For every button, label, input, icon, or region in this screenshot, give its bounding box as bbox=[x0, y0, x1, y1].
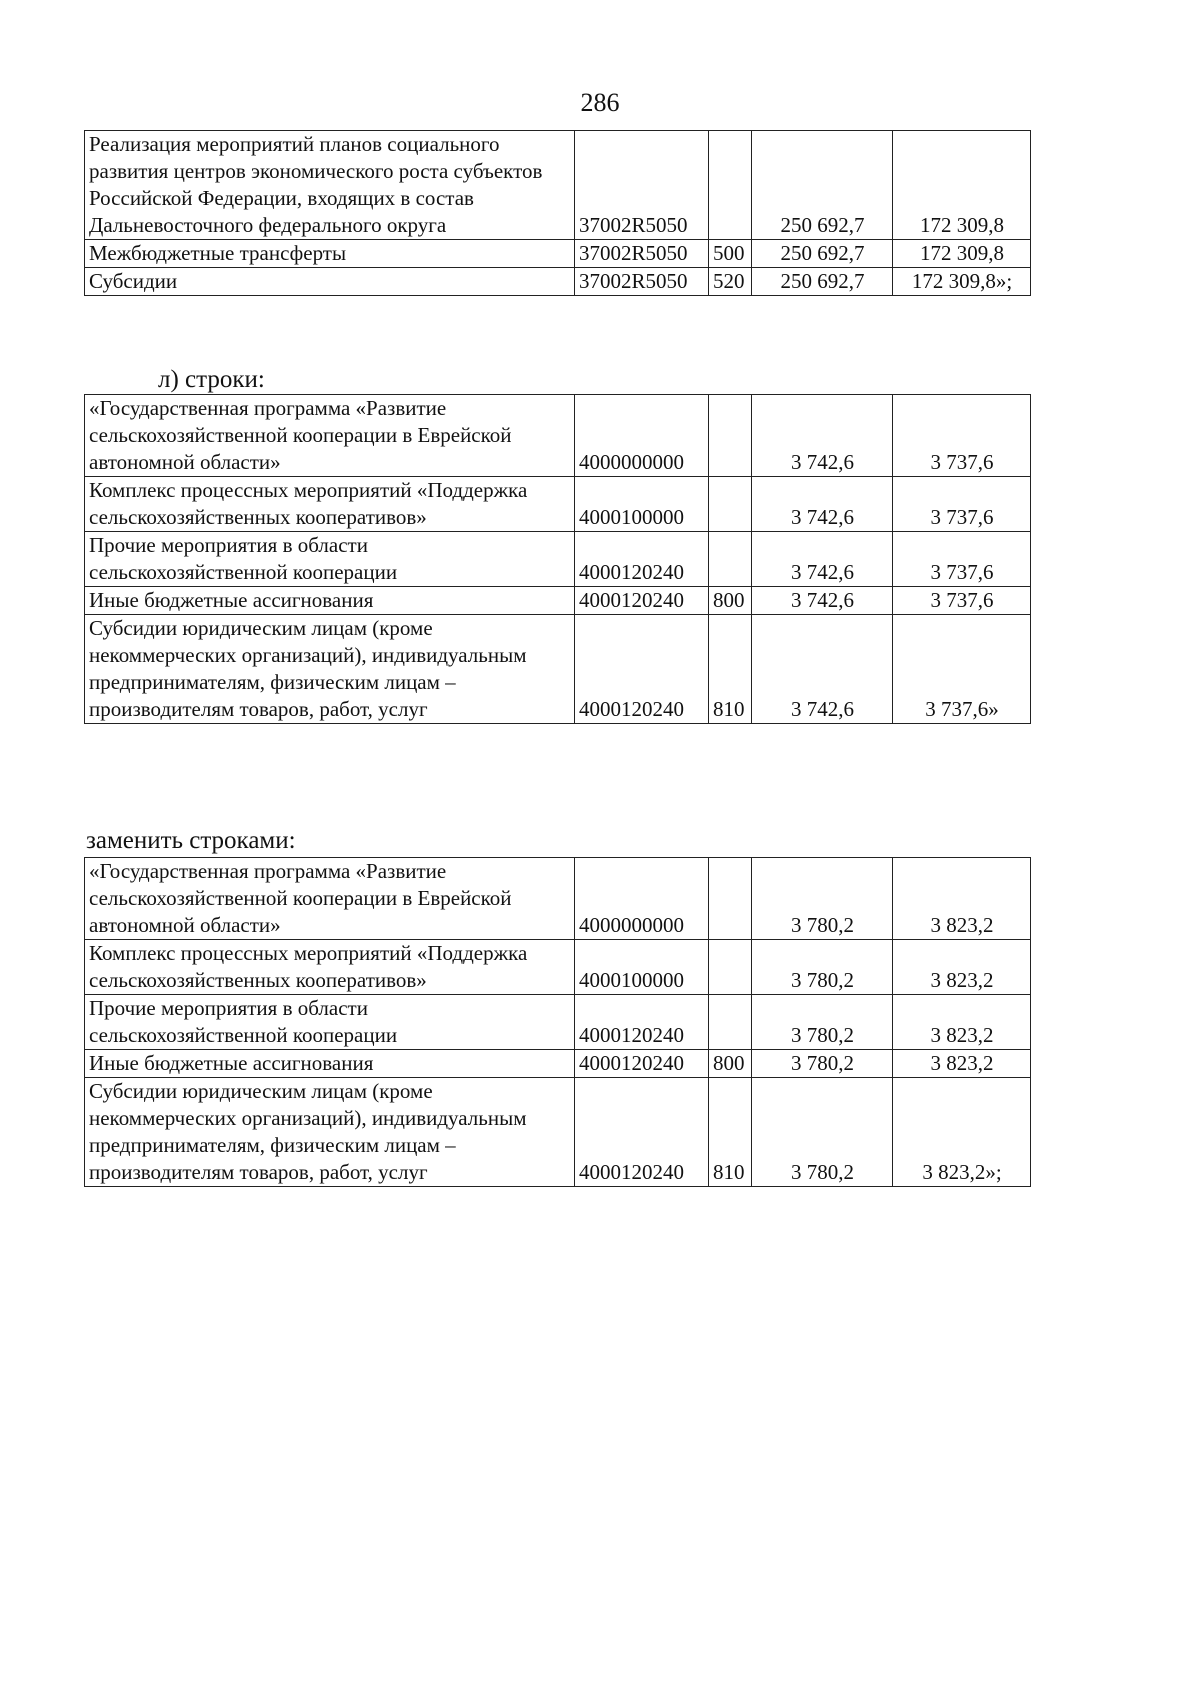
table-row bbox=[85, 587, 1031, 615]
row-name: Субсидии юридическим лицам (кроме некоммерческих организаций), индивидуальным предпринимателям, физическим лицам – производителям товаров, работ, услуг bbox=[85, 1078, 575, 1187]
table-row bbox=[85, 477, 1031, 532]
row-name: Комплекс процессных мероприятий «Поддержка сельскохозяйственных кооперативов» bbox=[85, 940, 575, 995]
row-name: Иные бюджетные ассигнования bbox=[85, 1050, 575, 1078]
row-expense-type: 800 bbox=[709, 587, 752, 615]
table-row bbox=[85, 395, 1031, 477]
row-name: Прочие мероприятия в области сельскохозяйственной кооперации bbox=[85, 995, 575, 1050]
table-row bbox=[85, 1050, 1031, 1078]
section-label-rows: л) строки: bbox=[158, 366, 265, 393]
row-name: Реализация мероприятий планов социального развития центров экономического роста субъектов Российской Федерации, входящих в состав Дальневосточного федерального округа bbox=[85, 131, 575, 240]
budget-table-3 bbox=[84, 857, 1031, 1187]
row-amount-2: 3 737,6 bbox=[893, 532, 1031, 587]
row-amount-1: 3 742,6 bbox=[752, 477, 893, 532]
row-amount-2: 3 823,2»; bbox=[893, 1078, 1031, 1187]
row-amount-2: 3 823,2 bbox=[893, 858, 1031, 940]
row-code: 4000000000 bbox=[575, 395, 709, 477]
row-expense-type bbox=[709, 995, 752, 1050]
row-amount-1: 3 742,6 bbox=[752, 532, 893, 587]
row-amount-2: 172 309,8 bbox=[893, 131, 1031, 240]
row-amount-2: 172 309,8 bbox=[893, 240, 1031, 268]
row-code: 4000120240 bbox=[575, 615, 709, 724]
row-amount-2: 3 737,6 bbox=[893, 477, 1031, 532]
row-expense-type: 810 bbox=[709, 615, 752, 724]
table-row bbox=[85, 131, 1031, 240]
row-name: «Государственная программа «Развитие сельскохозяйственной кооперации в Еврейской автономной области» bbox=[85, 395, 575, 477]
row-amount-1: 3 780,2 bbox=[752, 1050, 893, 1078]
row-code: 4000100000 bbox=[575, 940, 709, 995]
row-amount-1: 3 780,2 bbox=[752, 995, 893, 1050]
table-row bbox=[85, 240, 1031, 268]
row-amount-2: 3 737,6» bbox=[893, 615, 1031, 724]
page-number: 286 bbox=[580, 88, 620, 117]
row-amount-2: 3 737,6 bbox=[893, 587, 1031, 615]
row-amount-1: 3 780,2 bbox=[752, 1078, 893, 1187]
row-name: Иные бюджетные ассигнования bbox=[85, 587, 575, 615]
row-code: 4000120240 bbox=[575, 995, 709, 1050]
row-amount-1: 3 742,6 bbox=[752, 395, 893, 477]
row-amount-1: 3 742,6 bbox=[752, 615, 893, 724]
row-name: Межбюджетные трансферты bbox=[85, 240, 575, 268]
row-expense-type bbox=[709, 940, 752, 995]
row-code: 4000120240 bbox=[575, 532, 709, 587]
table-row bbox=[85, 858, 1031, 940]
row-code: 4000000000 bbox=[575, 858, 709, 940]
section-label-replace: заменить строками: bbox=[86, 827, 296, 854]
table-row bbox=[85, 1078, 1031, 1187]
row-amount-2: 3 823,2 bbox=[893, 995, 1031, 1050]
row-amount-1: 3 780,2 bbox=[752, 858, 893, 940]
row-expense-type bbox=[709, 532, 752, 587]
row-code: 4000120240 bbox=[575, 1078, 709, 1187]
row-code: 4000120240 bbox=[575, 587, 709, 615]
row-amount-2: 3 823,2 bbox=[893, 940, 1031, 995]
table-row bbox=[85, 532, 1031, 587]
row-amount-1: 250 692,7 bbox=[752, 268, 893, 296]
table-row bbox=[85, 268, 1031, 296]
row-name: Прочие мероприятия в области сельскохозяйственной кооперации bbox=[85, 532, 575, 587]
budget-table-1 bbox=[84, 130, 1031, 296]
budget-table-2 bbox=[84, 394, 1031, 724]
row-expense-type: 800 bbox=[709, 1050, 752, 1078]
row-amount-2: 3 823,2 bbox=[893, 1050, 1031, 1078]
row-amount-1: 3 780,2 bbox=[752, 940, 893, 995]
row-name: Субсидии юридическим лицам (кроме некоммерческих организаций), индивидуальным предпринимателям, физическим лицам – производителям товаров, работ, услуг bbox=[85, 615, 575, 724]
row-expense-type bbox=[709, 858, 752, 940]
row-code: 4000120240 bbox=[575, 1050, 709, 1078]
row-expense-type: 500 bbox=[709, 240, 752, 268]
row-expense-type bbox=[709, 395, 752, 477]
row-expense-type bbox=[709, 477, 752, 532]
table-row bbox=[85, 615, 1031, 724]
row-amount-2: 172 309,8»; bbox=[893, 268, 1031, 296]
table-row bbox=[85, 995, 1031, 1050]
row-expense-type: 520 bbox=[709, 268, 752, 296]
row-expense-type bbox=[709, 131, 752, 240]
row-name: Субсидии bbox=[85, 268, 575, 296]
row-code: 37002R5050 bbox=[575, 131, 709, 240]
row-amount-2: 3 737,6 bbox=[893, 395, 1031, 477]
row-amount-1: 250 692,7 bbox=[752, 131, 893, 240]
table-row bbox=[85, 940, 1031, 995]
row-amount-1: 3 742,6 bbox=[752, 587, 893, 615]
row-code: 4000100000 bbox=[575, 477, 709, 532]
row-amount-1: 250 692,7 bbox=[752, 240, 893, 268]
row-name: «Государственная программа «Развитие сельскохозяйственной кооперации в Еврейской автономной области» bbox=[85, 858, 575, 940]
row-expense-type: 810 bbox=[709, 1078, 752, 1187]
row-code: 37002R5050 bbox=[575, 268, 709, 296]
row-name: Комплекс процессных мероприятий «Поддержка сельскохозяйственных кооперативов» bbox=[85, 477, 575, 532]
row-code: 37002R5050 bbox=[575, 240, 709, 268]
